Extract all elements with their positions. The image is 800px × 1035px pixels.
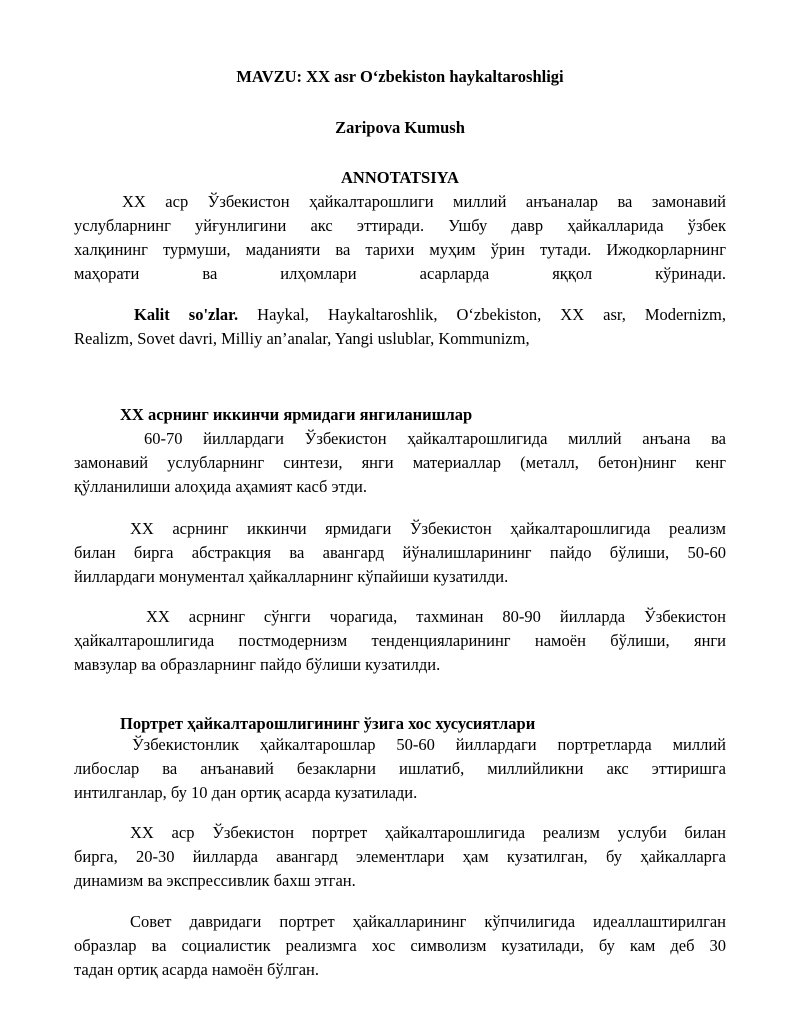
paragraph-line: Совет давридаги портрет ҳайкалларининг кўпчилигида идеаллаштирилган	[130, 912, 726, 931]
paragraph-line: 60-70 йиллардаги Ўзбекистон ҳайкалтарошлигида миллий анъана ва	[144, 429, 726, 448]
section2-heading: Портрет ҳайкалтарошлигининг ўзига хос хусусиятлари	[120, 714, 536, 733]
paragraph-line: замонавий услубларнинг синтези, янги материаллар (металл, бетон)нинг кенг	[74, 453, 726, 472]
paragraph-line: қўлланилиши алоҳида аҳамият касб этди.	[74, 477, 367, 496]
paragraph-line: динамизм ва экспрессивлик бахш этган.	[74, 871, 356, 890]
paragraph-line: ҳайкалтарошлигида постмодернизм тенденцияларининг намоён бўлиши, янги	[74, 631, 726, 650]
paragraph-line: интилганлар, бу 10 дан ортиқ асарда кузатилади.	[74, 783, 418, 802]
section1-paragraph	[74, 605, 726, 677]
paragraph-line: тадан ортиқ асарда намоён бўлган.	[74, 960, 319, 979]
annotation-line: халқининг турмуши, маданияти ва тарихи муҳим ўрин тутади. Ижодкорларнинг	[74, 240, 726, 259]
section2-paragraph	[74, 910, 726, 982]
paragraph-line: XX асрнинг сўнгги чорагида, тахминан 80-90 йилларда Ўзбекистон	[146, 607, 726, 626]
paragraph-line: либослар ва анъанавий безакларни ишлатиб, миллийликни акс эттиришга	[74, 759, 726, 778]
section1-paragraph	[74, 517, 726, 589]
keywords-line: Realizm, Sovet davri, Milliy an’analar, Yangi uslublar, Kommunizm,	[74, 329, 530, 348]
annotation-line: XX аср Ўзбекистон ҳайкалтарошлиги миллий анъаналар ва замонавий	[122, 192, 726, 211]
annotation-line: услубларнинг уйғунлигини акс эттиради. Ушбу давр ҳайкалларида ўзбек	[74, 216, 726, 235]
annotation-paragraph	[74, 190, 726, 286]
annotation-line: маҳорати ва илҳомлари асарларда яққол кўринади.	[74, 264, 726, 283]
paragraph-line: XX аср Ўзбекистон портрет ҳайкалтарошлигида реализм услуби билан	[130, 823, 726, 842]
paragraph-line: XX асрнинг иккинчи ярмидаги Ўзбекистон ҳайкалтарошлигида реализм	[130, 519, 726, 538]
document-title: MAVZU: XX asr O‘zbekiston haykaltaroshligi	[236, 67, 564, 86]
paragraph-line: мавзулар ва образларнинг пайдо бўлиши кузатилди.	[74, 655, 441, 674]
author-name: Zaripova Kumush	[335, 118, 465, 137]
section1-paragraph	[74, 427, 726, 499]
paragraph-line: билан бирга абстракция ва авангард йўналишларининг пайдо бўлиши, 50-60	[74, 543, 726, 562]
section1-heading: XX асрнинг иккинчи ярмидаги янгиланишлар	[120, 405, 473, 424]
paragraph-line: Ўзбекистонлик ҳайкалтарошлар 50-60 йиллардаги портретларда миллий	[132, 735, 726, 754]
section2-paragraph	[74, 821, 726, 893]
section2-paragraph	[74, 733, 726, 805]
keywords-paragraph	[74, 303, 726, 351]
paragraph-line: образлар ва социалистик реализмга хос символизм кузатилади, бу кам деб 30	[74, 936, 726, 955]
keywords-label: Kalit so'zlar.	[134, 305, 239, 324]
keywords-line	[74, 303, 726, 327]
paragraph-line: йиллардаги монументал ҳайкалларнинг кўпайиши кузатилди.	[74, 567, 509, 586]
keywords-text: Haykal, Haykaltaroshlik, O‘zbekiston, XX asr, Modernizm,	[238, 305, 726, 324]
annotation-heading: ANNOTATSIYA	[341, 168, 459, 187]
paragraph-line: бирга, 20-30 йилларда авангард элементлари ҳам кузатилган, бу ҳайкалларга	[74, 847, 726, 866]
